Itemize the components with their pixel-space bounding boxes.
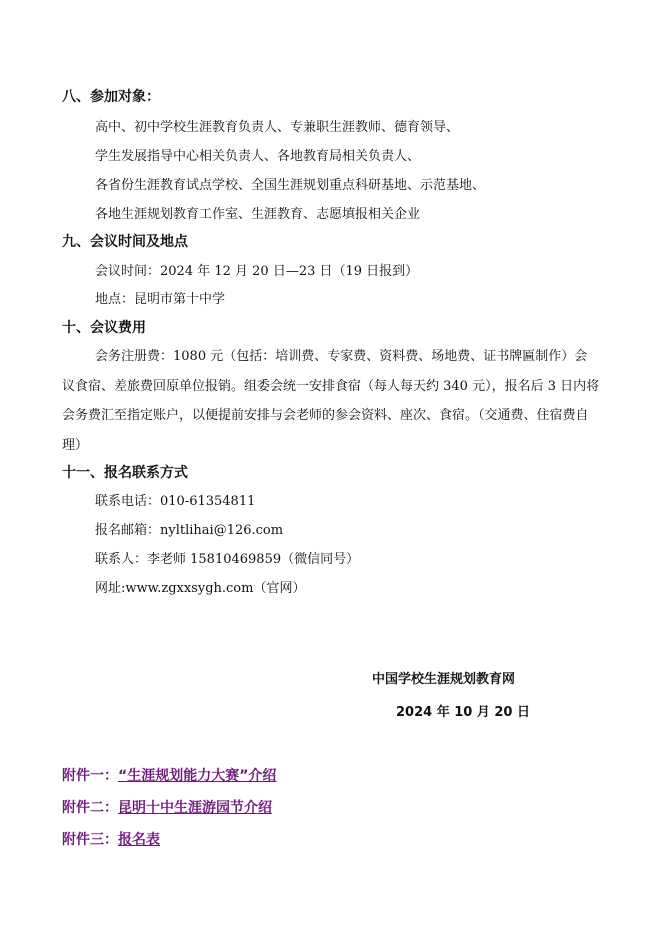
meeting-place: 地点：昆明市第十中学 — [95, 292, 226, 307]
attachment-1 — [62, 766, 276, 786]
contact-phone: 联系电话：010-61354811 — [95, 494, 256, 509]
fee-paragraph: 会务注册费：1080 元（包括：培训费、专家费、资料费、场地费、证书牌匾制作）会议食宿、差旅费回原单位报销。组委会统一安排食宿（每人每天约 340 元），报名后 3 日内将会务费汇至指定账户，以便提前安排与会老师的参会资料、座次、食宿。（交通费、住宿费自理） — [62, 349, 600, 453]
section-8-line-1: 高中、初中学校生涯教育负责人、专兼职生涯教师、德育领导、 — [95, 120, 460, 135]
contact-person: 联系人：李老师 15810469859（微信同号） — [95, 552, 360, 567]
attachment-1-link[interactable]: “生涯规划能力大赛”介绍 — [118, 768, 277, 784]
attachment-1-label: 附件一： — [62, 768, 118, 784]
section-8-line-4: 各地生涯规划教育工作室、生涯教育、志愿填报相关企业 — [95, 207, 421, 222]
attachment-3 — [62, 830, 160, 850]
contact-website: 网址:www.zgxxsygh.com（官网） — [95, 581, 306, 596]
section-8-line-3: 各省份生涯教育试点学校、全国生涯规划重点科研基地、示范基地、 — [95, 178, 486, 193]
attachment-3-link[interactable]: 报名表 — [118, 832, 160, 848]
meeting-time: 会议时间：2024 年 12 月 20 日—23 日（19 日报到） — [95, 264, 419, 279]
attachment-2-link[interactable]: 昆明十中生涯游园节介绍 — [118, 800, 272, 816]
attachment-2-label: 附件二： — [62, 800, 118, 816]
section-11-heading: 十一、报名联系方式 — [62, 465, 188, 481]
signature-date: 2024 年 10 月 20 日 — [396, 705, 530, 720]
signature-organization: 中国学校生涯规划教育网 — [372, 672, 516, 687]
section-10-heading: 十、会议费用 — [62, 320, 146, 336]
contact-email: 报名邮箱：nyltlihai@126.com — [95, 523, 284, 538]
section-9-heading: 九、会议时间及地点 — [62, 234, 188, 250]
attachment-3-label: 附件三： — [62, 832, 118, 848]
attachment-2 — [62, 798, 272, 818]
section-8-heading: 八、参加对象： — [62, 89, 160, 105]
section-8-line-2: 学生发展指导中心相关负责人、各地教育局相关负责人、 — [95, 149, 421, 164]
